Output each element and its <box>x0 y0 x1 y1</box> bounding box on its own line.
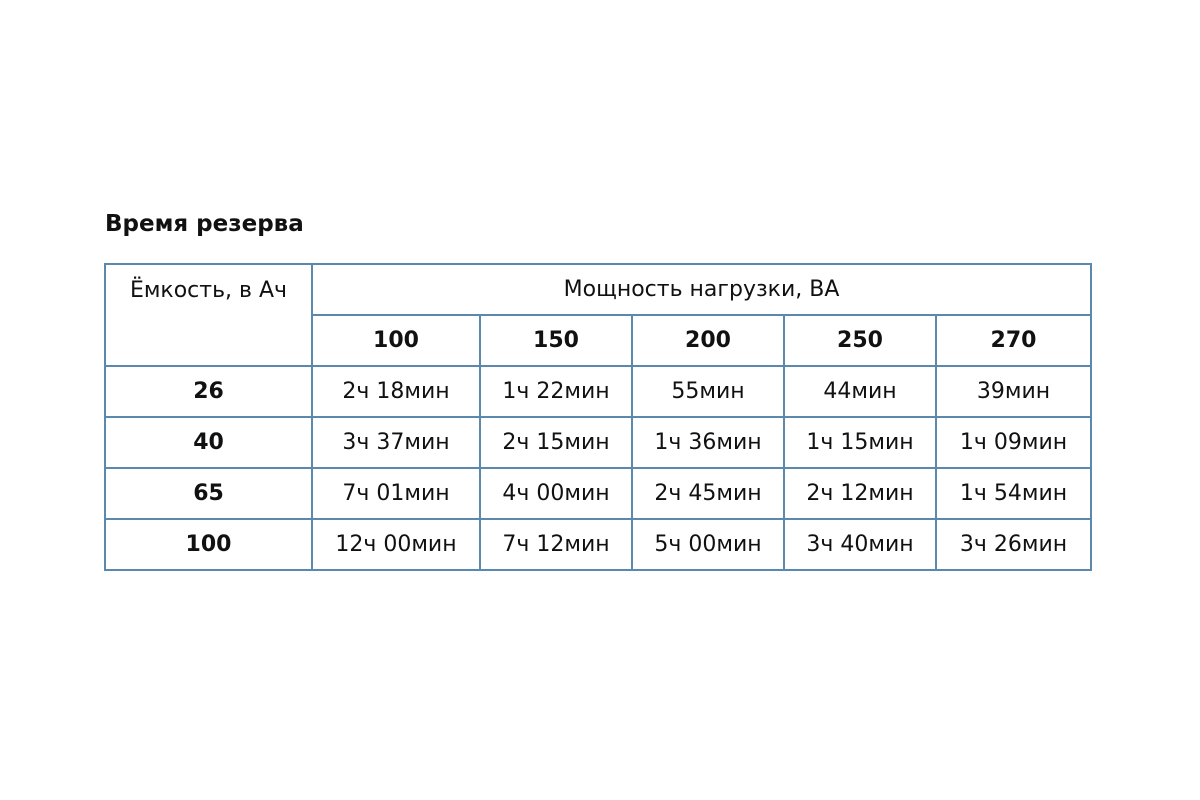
table-row <box>105 366 1091 417</box>
reserve-time-cell: 3ч 26мин <box>936 519 1091 570</box>
power-column-header: 200 <box>632 315 784 366</box>
power-column-header: 250 <box>784 315 936 366</box>
capacity-header: Ёмкость, в Ач <box>105 264 312 366</box>
reserve-time-cell: 39мин <box>936 366 1091 417</box>
capacity-cell: 40 <box>105 417 312 468</box>
reserve-time-cell: 3ч 37мин <box>312 417 480 468</box>
power-column-header: 150 <box>480 315 632 366</box>
reserve-time-cell: 7ч 12мин <box>480 519 632 570</box>
reserve-time-cell: 2ч 45мин <box>632 468 784 519</box>
capacity-cell: 26 <box>105 366 312 417</box>
header-row <box>105 264 1091 315</box>
capacity-cell: 100 <box>105 519 312 570</box>
reserve-time-cell: 55мин <box>632 366 784 417</box>
reserve-time-cell: 4ч 00мин <box>480 468 632 519</box>
reserve-time-cell: 2ч 12мин <box>784 468 936 519</box>
power-column-header: 270 <box>936 315 1091 366</box>
reserve-time-cell: 5ч 00мин <box>632 519 784 570</box>
reserve-time-cell: 3ч 40мин <box>784 519 936 570</box>
table-row <box>105 468 1091 519</box>
reserve-time-cell: 7ч 01мин <box>312 468 480 519</box>
reserve-time-cell: 1ч 15мин <box>784 417 936 468</box>
reserve-time-cell: 44мин <box>784 366 936 417</box>
reserve-time-cell: 1ч 22мин <box>480 366 632 417</box>
table-row <box>105 519 1091 570</box>
reserve-time-cell: 1ч 09мин <box>936 417 1091 468</box>
reserve-time-cell: 1ч 54мин <box>936 468 1091 519</box>
reserve-time-cell: 2ч 15мин <box>480 417 632 468</box>
table-row <box>105 417 1091 468</box>
reserve-time-table <box>104 263 1092 571</box>
capacity-cell: 65 <box>105 468 312 519</box>
reserve-time-cell: 12ч 00мин <box>312 519 480 570</box>
reserve-time-cell: 2ч 18мин <box>312 366 480 417</box>
table-title: Время резерва <box>105 211 304 237</box>
power-header: Мощность нагрузки, ВА <box>312 264 1091 315</box>
reserve-time-cell: 1ч 36мин <box>632 417 784 468</box>
power-column-header: 100 <box>312 315 480 366</box>
